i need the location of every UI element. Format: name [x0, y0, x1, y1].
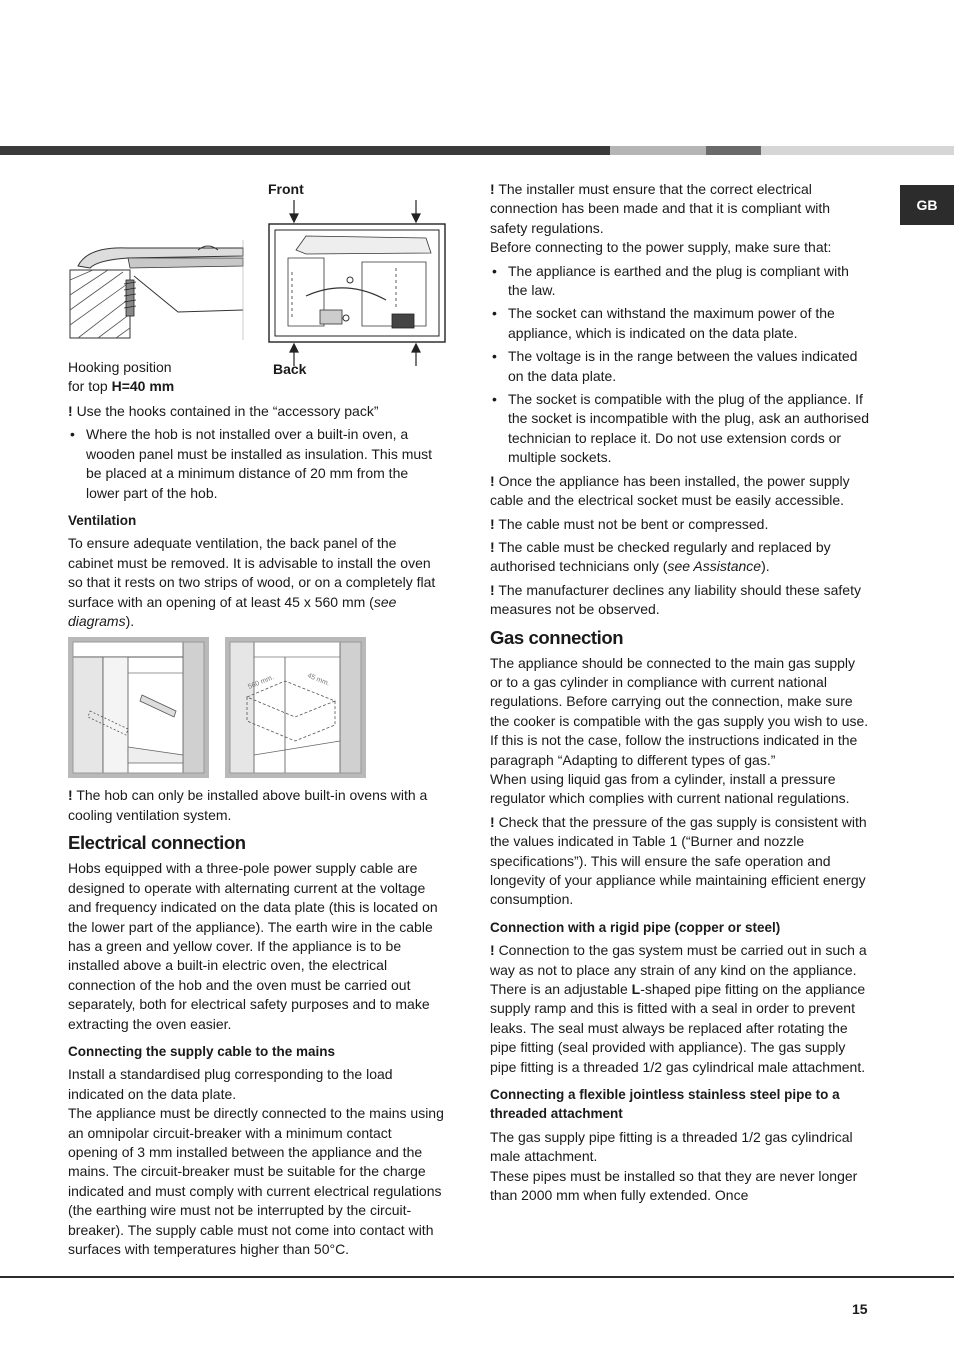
- page-number: 15: [852, 1301, 868, 1317]
- dimension-45: 45 mm.: [306, 672, 331, 689]
- cabinet-drawing-1: [68, 637, 209, 778]
- hook-caption: [68, 358, 174, 397]
- list-item: • The socket can withstand the maximum power of the appliance, which is indicated on the data plate.: [490, 304, 870, 343]
- hob-note-text: The hob can only be installed above built-in ovens with a cooling ventilation system.: [68, 787, 428, 823]
- flex-text-1: The gas supply pipe fitting is a threaded 1/2 gas cylindrical male attachment.: [490, 1128, 853, 1165]
- rigid-pipe-text: [490, 941, 870, 1077]
- before-text: Before connecting to the power supply, make sure that:: [490, 239, 832, 256]
- warning-mark: !: [490, 813, 495, 830]
- header-bar-mid: [706, 146, 761, 155]
- back-label: Back: [273, 361, 307, 377]
- power-checklist: [490, 262, 870, 468]
- header-bar-dark: [0, 146, 610, 155]
- list-item: • The socket is compatible with the plug of the appliance. If the socket is incompatible with the plug, ask an authorised technician to replace it. Do not use extension cords or multiple sockets.: [490, 390, 870, 468]
- pressure-note-text: Check that the pressure of the gas supply is consistent with the values indicated in Table 1 (“Burner and nozzle specifications”). This will ensure the safe operation and longevity of your appliance while maintaining efficient energy consumption.: [490, 813, 867, 908]
- ventilation-body: To ensure adequate ventilation, the back panel of the cabinet must be removed. It is advisable to install the oven so that it rests on two strips of wood, or on a completely flat surface with an opening of at least 45 x 560 mm (: [68, 535, 436, 610]
- accessible-note: [490, 472, 870, 511]
- hob-note: [68, 786, 444, 825]
- l-shape-letter: L: [631, 981, 641, 998]
- ventilation-diagram-1: [68, 637, 209, 778]
- supply-text-1: Install a standardised plug corresponding to the load indicated on the data plate.: [68, 1066, 393, 1102]
- ventilation-link: see diagrams: [68, 593, 397, 630]
- accessible-note-text: Once the appliance has been installed, the power supply cable and the electrical socket must be easily accessible.: [490, 472, 850, 509]
- warning-mark: !: [68, 787, 73, 804]
- gas-text-2: When using liquid gas from a cylinder, install a pressure regulator which complies with current national regulations.: [490, 770, 850, 807]
- list-item: • The voltage is in the range between the values indicated on the data plate.: [490, 347, 870, 386]
- warning-mark: !: [490, 181, 495, 197]
- checked-note-end: ).: [761, 558, 770, 575]
- electrical-text: Hobs equipped with a three-pole power supply cable are designed to operate with alternating current at the voltage and frequency indicated on the data plate (this is located on the lower part of the appliance). The earth wire in the cable has a green and yellow cover. If the appliance is to be installed above a built-in electric oven, the electrical connection of the hob and the oven must be carried out separately, both for electrical safety purposes and to make extracting the oven easier.: [68, 860, 438, 1032]
- rigid-text-a: There is an adjustable: [490, 981, 632, 998]
- ventilation-diagram-2: [225, 637, 366, 778]
- strain-note-text: Connection to the gas system must be carried out in such a way as not to place any strain of any kind on the appliance.: [490, 942, 867, 978]
- warning-mark: !: [68, 403, 73, 419]
- checked-note-text: The cable must be checked regularly and replaced by authorised technicians only (: [490, 538, 831, 575]
- warning-mark: !: [490, 538, 495, 555]
- warning-mark: !: [490, 472, 495, 489]
- supply-cable-heading: Connecting the supply cable to the mains: [68, 1043, 336, 1059]
- right-column: [490, 180, 870, 1210]
- dimension-560: 560 mm.: [247, 674, 276, 692]
- ventilation-end: ).: [125, 613, 135, 630]
- gas-heading: Gas connection: [490, 626, 624, 648]
- bent-note-text: The cable must not be bent or compressed.: [498, 515, 769, 532]
- hook-caption-prefix: for top: [68, 378, 112, 395]
- supply-text-2: The appliance must be directly connected to the mains using an omnipolar circuit-breaker with a minimum contact opening of 3 mm installed between the appliance and the mains. The circuit-breaker must be suitable for the charge indicated and must comply with current electrical regulations (the earthing wire must not be interrupted by the circuit-breaker). The supply cable must not come into contact with surfaces with temperatures higher than 50°C.: [68, 1105, 444, 1257]
- header-bar: [0, 146, 954, 155]
- hook-side-view: [68, 240, 248, 340]
- ventilation-heading: Ventilation: [68, 513, 137, 529]
- hook-caption-line2: [68, 377, 174, 396]
- rigid-text-b: -shaped pipe fitting on the appliance supply ramp and this is fitted with a seal in order to prevent leaks. The seal must always be replaced after rotating the pipe fitting (seal provided with appliance). The gas supply pipe fitting is a threaded 1/2 gas cylindrical male attachment.: [490, 981, 866, 1075]
- front-label: Front: [268, 181, 304, 197]
- liability-note-text: The manufacturer declines any liability should these safety measures not be observed.: [490, 581, 861, 618]
- installer-note-text: The installer must ensure that the correct electrical connection has been made and that it is compliant with safety regulations.: [490, 181, 831, 236]
- header-bar-light: [610, 146, 706, 155]
- hook-caption-line1: Hooking position: [68, 359, 172, 375]
- left-column: [68, 180, 444, 1259]
- bent-note: [490, 515, 870, 534]
- electrical-heading: Electrical connection: [68, 832, 246, 854]
- flexible-pipe-text: [490, 1128, 870, 1206]
- ventilation-text: [68, 534, 444, 631]
- header-bar-pale: [761, 146, 954, 155]
- list-item: • Where the hob is not installed over a built-in oven, a wooden panel must be installed as insulation. This must be placed at a minimum distance of 20 mm from the lower part of the hob.: [68, 425, 444, 503]
- hooks-note: [68, 402, 444, 421]
- hooks-note-text: Use the hooks contained in the “accessory pack”: [76, 403, 379, 419]
- flexible-pipe-heading: Connecting a flexible jointless stainless steel pipe to a threaded attachment: [490, 1087, 840, 1122]
- warning-mark: !: [490, 515, 495, 532]
- installer-note: [490, 180, 870, 258]
- hob-top-view: [266, 198, 448, 368]
- warning-mark: !: [490, 942, 495, 959]
- language-tab: GB: [900, 185, 954, 225]
- checked-note: [490, 538, 870, 577]
- gas-text-1: The appliance should be connected to the main gas supply or to a gas cylinder in compliance with current national regulations. Before carrying out the connection, make sure the cooker is compatible with the gas supply you wish to use. If this is not the case, follow the instructions indicated in the paragraph “Adapting to different types of gas.”: [490, 654, 869, 768]
- ventilation-diagrams: [68, 637, 444, 778]
- gas-text: [490, 654, 870, 809]
- panel-list: [68, 425, 444, 503]
- supply-text: [68, 1065, 444, 1259]
- warning-mark: !: [490, 581, 495, 598]
- flex-text-2: These pipes must be installed so that they are never longer than 2000 mm when fully extended. Once: [490, 1167, 858, 1204]
- hook-caption-height: H=40 mm: [111, 378, 175, 395]
- pressure-note: [490, 813, 870, 910]
- cabinet-drawing-2: [225, 637, 366, 778]
- footer-rule: [0, 1276, 954, 1278]
- assistance-link: see Assistance: [667, 558, 762, 575]
- hob-mounting-figure: [68, 180, 444, 402]
- list-item: • The appliance is earthed and the plug is compliant with the law.: [490, 262, 870, 301]
- liability-note: [490, 581, 870, 620]
- rigid-pipe-heading: Connection with a rigid pipe (copper or steel): [490, 919, 781, 935]
